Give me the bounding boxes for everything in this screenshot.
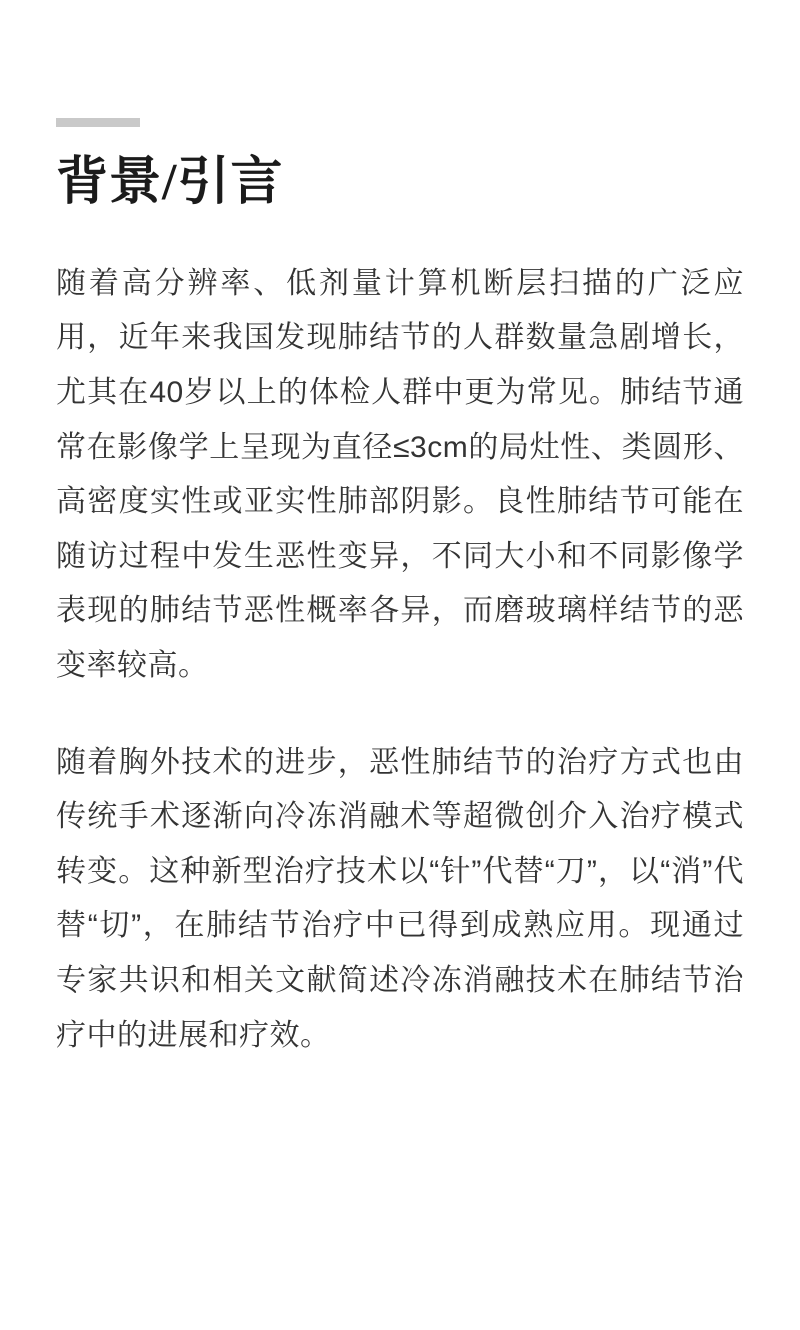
body-paragraph-2: 随着胸外技术的进步，恶性肺结节的治疗方式也由传统手术逐渐向冷冻消融术等超微创介入治疗模式转变。这种新型治疗技术以“针”代替“刀”，以“消”代替“切”，在肺结节治疗中已得到成熟应用。现通过专家共识和相关文献简述冷冻消融技术在肺结节治疗中的进展和疗效。	[56, 745, 744, 1052]
page-title: 背景/引言	[56, 154, 284, 211]
body-paragraph-1: 随着高分辨率、低剂量计算机断层扫描的广泛应用，近年来我国发现肺结节的人群数量急剧增长，尤其在40岁以上的体检人群中更为常见。肺结节通常在影像学上呈现为直径≤3cm的局灶性、类圆形、高密度实性或亚实性肺部阴影。良性肺结节可能在随访过程中发生恶性变异，不同大小和不同影像学表现的肺结节恶性概率各异，而磨玻璃样结节的恶变率较高。	[56, 266, 744, 682]
title-accent-bar	[56, 118, 140, 127]
